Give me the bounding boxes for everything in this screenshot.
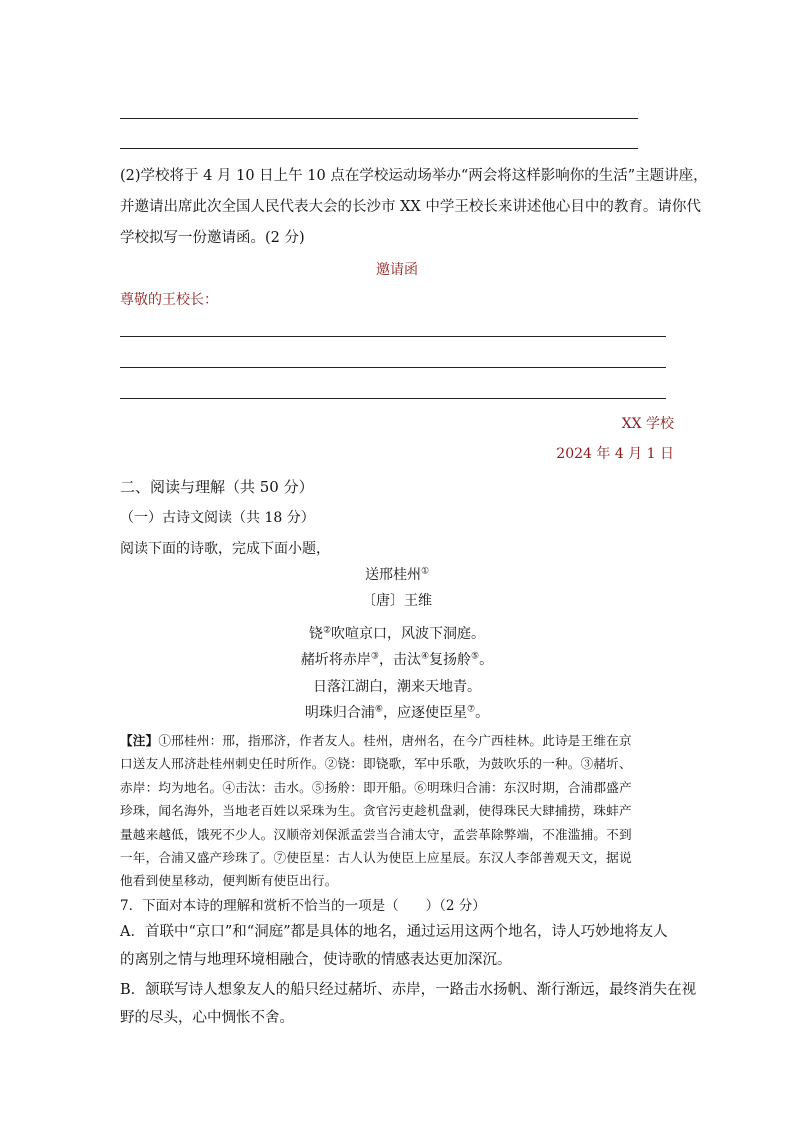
letter-salutation: 尊敬的王校长： bbox=[120, 292, 218, 308]
option-a-line-2: 的离别之情与地理环境相融合，使诗歌的情感表达更加深沉。 bbox=[120, 952, 512, 968]
option-b-line-2: 野的尽头，心中惆怅不舍。 bbox=[120, 1010, 294, 1026]
question-2-line-3: 学校拟写一份邀请函。(2 分) bbox=[120, 230, 305, 246]
answer-line bbox=[120, 118, 638, 119]
note-line: 口送友人邢济赴桂州刺史任时所作。②铙：即铙歌，军中乐歌，为鼓吹乐的一种。③赭圻、 bbox=[120, 756, 632, 772]
note-text: ①邢桂州：邢，指邢济，作者友人。桂州，唐州名，在今广西桂林。此诗是王维在京 bbox=[158, 733, 632, 748]
answer-line bbox=[120, 367, 666, 368]
note-line bbox=[120, 729, 676, 752]
question-2-line-1: (2)学校将于 4 月 10 日上午 10 点在学校运动场举办“两会将这样影响你的生活”主题讲座， bbox=[120, 168, 708, 184]
note-line: 量越来越低，饿死不少人。汉顺帝刘保派孟尝当合浦太守，孟尝革除弊端，不准滥捕。不到 bbox=[120, 826, 632, 842]
note-line: 一年，合浦又盛产珍珠了。⑦使臣星：古人认为使臣上应星辰。东汉人李郃善观天文，据说 bbox=[120, 850, 632, 866]
option-b-line-1: B．颔联写诗人想象友人的船只经过赭圻、赤岸，一路击水扬帆、渐行渐远，最终消失在视 bbox=[120, 982, 697, 998]
note-marker: ② bbox=[322, 625, 332, 636]
note-line: 珍珠，闻名海外，当地老百姓以采珠为生。贪官污吏趁机盘剥，使得珠民大肆捕捞，珠蚌产 bbox=[120, 803, 632, 819]
answer-line bbox=[120, 398, 666, 399]
note-marker: ⑥ bbox=[374, 704, 383, 715]
poem-author: 〔唐〕王维 bbox=[362, 593, 432, 609]
option-a-line-1: A．首联中“京口”和“洞庭”都是具体的地名，通过运用这两个地名，诗人巧妙地将友人 bbox=[120, 924, 668, 940]
poem-text: 赭圻将赤岸 bbox=[300, 652, 371, 668]
note-label: 【注】 bbox=[120, 733, 159, 748]
poem-line-4 bbox=[250, 703, 544, 723]
answer-line bbox=[120, 148, 638, 149]
poem-title-text: 送邢桂州 bbox=[364, 567, 421, 583]
poem-line-3: 日落江湖白，潮来天地青。 bbox=[313, 679, 481, 695]
note-marker: ⑤ bbox=[471, 651, 480, 662]
poem-line-1 bbox=[250, 624, 544, 644]
poem-title bbox=[300, 565, 494, 585]
note-line: 他看到使星移动，便判断有使臣出行。 bbox=[120, 873, 338, 889]
poem-text: 。 bbox=[475, 705, 490, 721]
note-line: 赤岸：均为地名。④击汰：击水。⑤扬舲：即开船。⑥明珠归合浦：东汉时期，合浦郡盛产 bbox=[120, 779, 632, 795]
question-7-stem: 7．下面对本诗的理解和赏析不恰当的一项是（ ）（2 分） bbox=[120, 898, 486, 914]
poem-text: 明珠归合浦 bbox=[304, 705, 375, 721]
poem-line-2 bbox=[250, 650, 544, 670]
poem-text: 。 bbox=[479, 652, 494, 668]
letter-signature: XX 学校 bbox=[621, 416, 674, 432]
letter-title: 邀请函 bbox=[376, 262, 418, 278]
note-marker: ③ bbox=[370, 651, 379, 662]
note-marker: ⑦ bbox=[467, 704, 476, 715]
note-marker: ④ bbox=[420, 651, 430, 662]
reading-instruction: 阅读下面的诗歌，完成下面小题， bbox=[120, 541, 330, 557]
poem-text: 铙 bbox=[308, 626, 323, 642]
letter-date: 2024 年 4 月 1 日 bbox=[556, 446, 674, 462]
poem-text: ，击汰 bbox=[378, 652, 421, 668]
question-2-line-2: 并邀请出席此次全国人民代表大会的长沙市 XX 中学王校长来讲述他心目中的教育。请你代 bbox=[120, 199, 701, 215]
subsection-heading: （一）古诗文阅读（共 18 分） bbox=[120, 510, 315, 526]
poem-text: 复扬舲 bbox=[429, 652, 472, 668]
note-marker: ① bbox=[420, 566, 430, 577]
poem-text: ，应逐使臣星 bbox=[383, 705, 467, 721]
section-heading: 二、阅读与理解（共 50 分） bbox=[120, 478, 314, 496]
poem-notes bbox=[120, 729, 676, 893]
poem-text: 吹喧京口，风波下洞庭。 bbox=[331, 626, 486, 642]
answer-line bbox=[120, 336, 666, 337]
